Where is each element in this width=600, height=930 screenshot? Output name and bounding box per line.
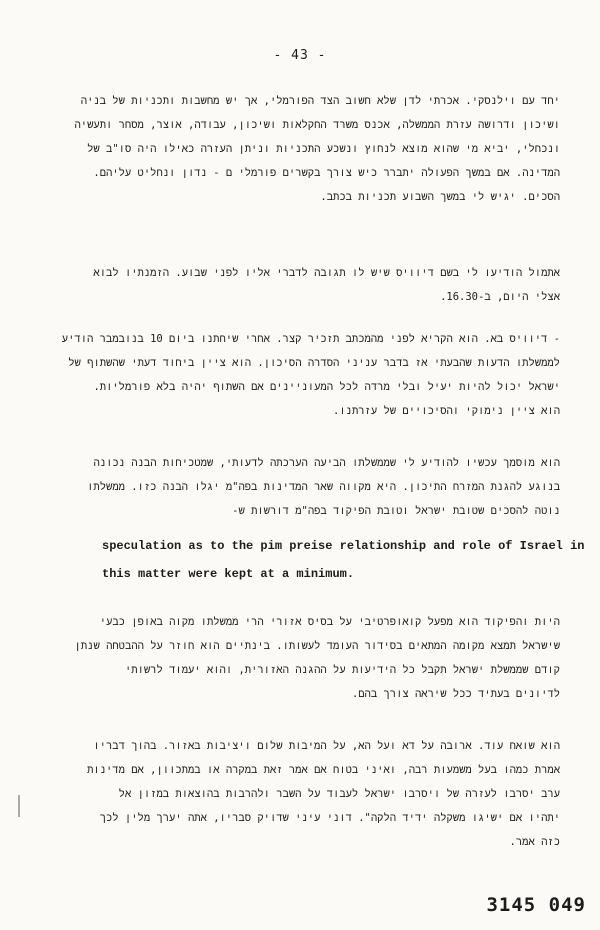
- text-line: יתהיו אם ישיגו משקלה ידיד הלקה". דוני עיני שדויק סבריו, אתה יערך מלין לכך: [99, 812, 560, 824]
- text-line: כזה אמר.: [509, 836, 560, 848]
- text-line: שישראל תמצא מקומה המתאים בסידור העומד לעשותו. בינתיים הוא חוזר על ההבטחה שנתן: [74, 640, 560, 652]
- text-line: נוטה להסכים שטובת ישראל וטובת הפיקוד בפה"מ דורשות ש-: [232, 505, 560, 517]
- paragraph-4: [40, 457, 560, 529]
- text-line: ערב יסרבו לעזרה של ויסרבו ישראל לעבוד על השבר ולהרבות בהוצאות במזון אל: [118, 788, 560, 800]
- text-line: היות והפיקוד הוא מפעל קואופרטיבי על בסיס אזורי הרי ממשלתו מקוה באופן כבעי: [99, 616, 560, 628]
- text-line: ושיכון ודרושה עזרת הממשלה, אכנס משרד החקלאות ושיכון, עבודה, אוצר, מסחר ותעשיה: [74, 119, 560, 131]
- paragraph-2: [40, 267, 560, 315]
- text-line: אתמול הודיעו לי בשם דיוויס שיש לו תגובה לדברי אליו לפני שבוע. הזמנתיו לבוא: [93, 267, 560, 279]
- english-line: speculation as to the pim preise relationship and role of Israel in: [102, 539, 585, 553]
- text-line: הוא שואח עוד. ארובה על דא ועל הא, על המיבות שלום ויציבות באזור. בהוך דבריו: [93, 740, 560, 752]
- text-line: בנוגע להגנת המזרח התיכון. היא מקווה שאר המדינות בפה"מ יגלו הבנה כזו. ממשלתו: [87, 481, 560, 493]
- text-line: ישראל יכול להיות יעיל ובלי מרדה לכל המעוניינים אם השתוף יהיה בלא פורמליות.: [93, 381, 560, 393]
- text-line: אצלי היום, ב-16.30.: [440, 291, 560, 303]
- text-line: אמרת כמהו בעל משמעות רבה, ואיני בטוח אם אמר זאת במקרה או במתכוון, אם מדינות: [87, 764, 560, 776]
- paragraph-5: [40, 616, 560, 712]
- text-line: ונכחלי, יביא מי שהוא מוצא לנחוץ ונשכע התכניות וניתן העזרה כאילו היה סו"ב של: [87, 143, 560, 155]
- english-line: this matter were kept at a minimum.: [102, 567, 355, 581]
- paragraph-6: [40, 740, 560, 860]
- text-line: לממשלתו הדעות שהבעתי אז בדבר עניני הסדרה הסיכון. הוא ציין ביחוד דעתי שהשתוף של: [68, 357, 560, 369]
- english-quote: [102, 539, 585, 595]
- paragraph-3: [40, 333, 560, 429]
- document-number: 3145 049: [486, 894, 586, 916]
- text-line: הסכים. יגיש לי במשך השבוע תכניות בכתב.: [320, 191, 560, 203]
- text-line: הוא מוסמך עכשיו להודיע לי שממשלתו הביעה הערכתה לדעותי, שמטכיחות הבנה נכונה: [93, 457, 560, 469]
- text-line: הוא ציין נימוקי והסיכויים של עזרתנו.: [333, 405, 560, 417]
- text-line: לדיונים בעתיד ככל שיראה צורך בהם.: [351, 688, 560, 700]
- text-line: יחד עם וילנסקי. אכרתי לדן שלא חשוב הצד הפורמלי, אך יש מחשבות ותכניות של בניה: [80, 95, 560, 107]
- text-line: המדינה. אם במשך הפעולה יתברר כיש צורך בקשרים פורמלי ם - נדון ונחליט עליהם.: [93, 167, 560, 179]
- paragraph-1: [40, 95, 560, 215]
- text-line: קודם שממשלת ישראל תקבל כל הידיעות על ההגנה האזורית, והוא יעמוד לרשותי: [124, 664, 560, 676]
- page-number: - 43 -: [273, 48, 327, 63]
- text-line: - דיוויס בא. הוא הקריא לפני מהמכתב תזכיר קצר. אחרי שיחתנו ביום 10 בנובמבר הודיע: [61, 333, 560, 345]
- margin-mark: [18, 795, 20, 817]
